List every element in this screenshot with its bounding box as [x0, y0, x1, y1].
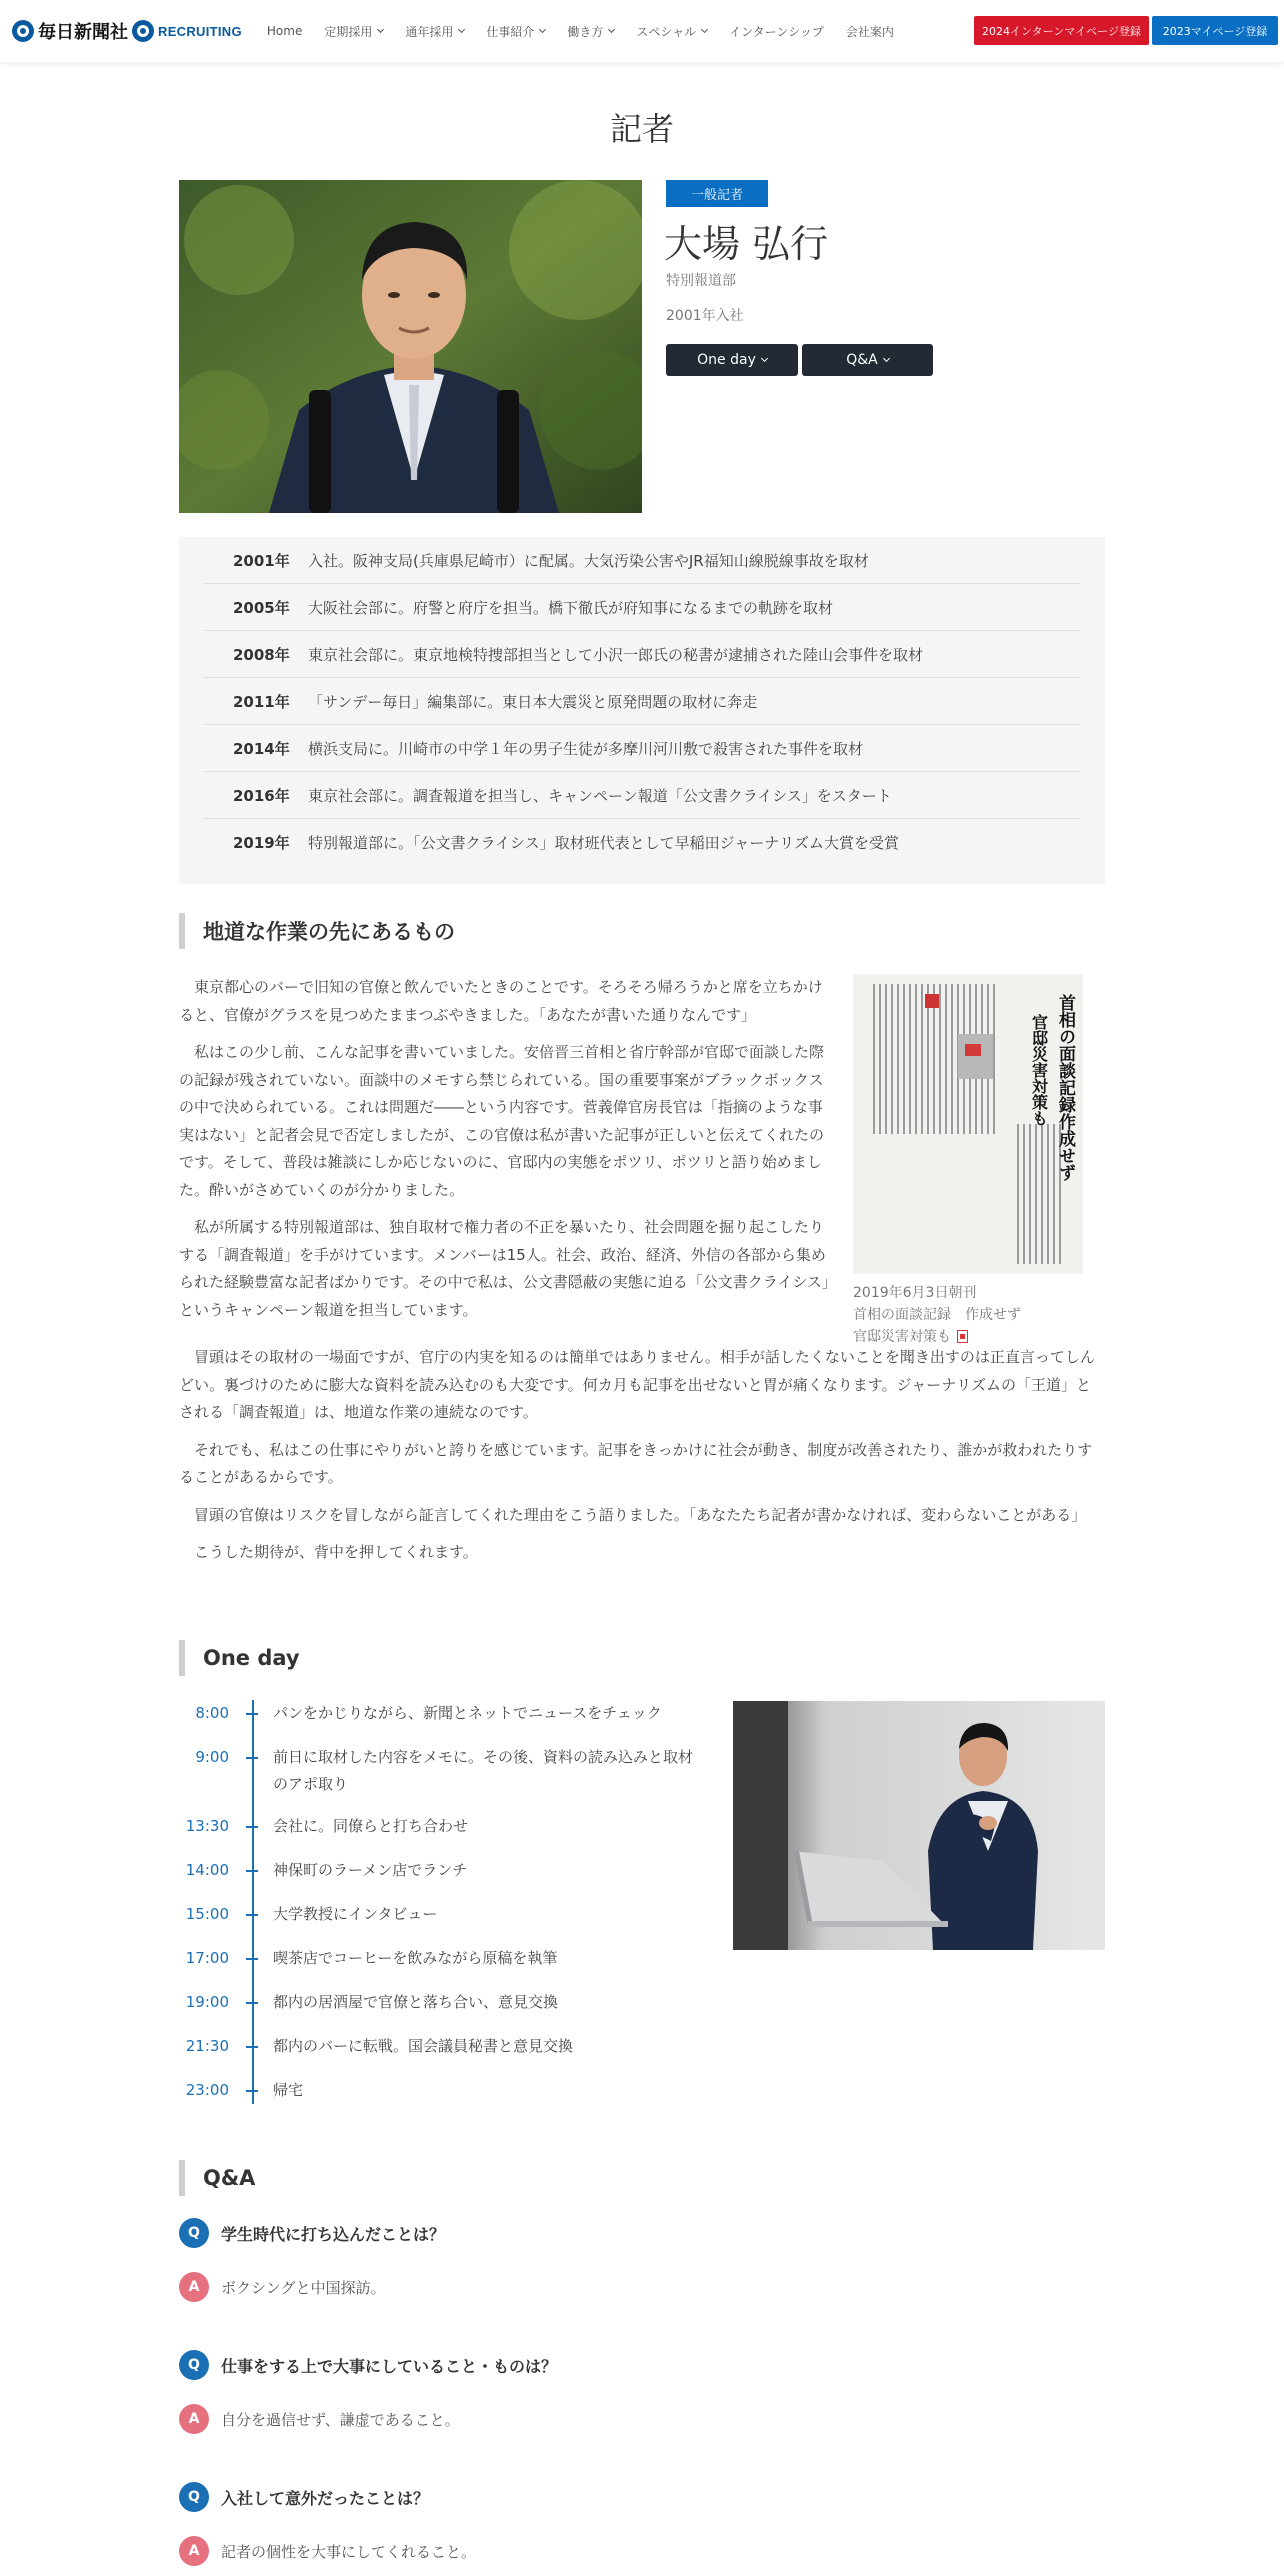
- timeline-tick: [246, 1914, 258, 1916]
- logo-eye-icon: [132, 20, 154, 42]
- schedule-item: [179, 1989, 699, 2016]
- article-paragraph: 冒頭はその取材の一場面ですが、官庁の内実を知るのは簡単ではありません。相手が話したくないことを聞き出すのは正直言ってしんどい。裏づけのために膨大な資料を読み込むのも大変です。何カ月も記事を出せないと胃が痛くなります。ジャーナリズムの「王道」とされる「調査報道」は、地道な作業の連続なのです。: [179, 1348, 1095, 1421]
- nav-label: 仕事紹介: [486, 24, 535, 39]
- career-year: 2014年: [233, 739, 290, 758]
- button-label: Q&A: [846, 352, 878, 368]
- timeline-tick: [246, 2046, 258, 2048]
- timeline-tick: [246, 1826, 258, 1828]
- chevron-down-icon: [701, 26, 708, 33]
- timeline-tick: [246, 1958, 258, 1960]
- career-row: [203, 584, 1081, 631]
- schedule-text: 喫茶店でコーヒーを飲みながら原稿を執筆: [273, 1949, 558, 1967]
- mypage-register-button[interactable]: 2023マイページ登録: [1152, 16, 1278, 45]
- question-text: 入社して意外だったことは？: [221, 2488, 430, 2508]
- career-row: [203, 631, 1081, 678]
- intern-mypage-button[interactable]: 2024インターンマイページ登録: [974, 16, 1149, 45]
- person-name: 大場 弘行: [664, 222, 829, 266]
- career-text: 横浜支局に。川崎市の中学１年の男子生徒が多摩川河川敷で殺害された事件を取材: [308, 739, 864, 758]
- nav-label: 定期採用: [324, 24, 373, 39]
- schedule-item: [179, 1700, 699, 1727]
- answer-row: [179, 2272, 1105, 2302]
- schedule-text: 大学教授にインタビュー: [273, 1905, 438, 1923]
- caption-line-text: 官邸災害対策も: [853, 1329, 951, 1345]
- schedule-time: 13:30: [185, 1817, 229, 1835]
- article-paragraph: 私が所属する特別報道部は、独自取材で権力者の不正を暴いたり、社会問題を掘り起こしたりする「調査報道」を手がけています。メンバーは15人。社会、政治、経済、外信の各部から集められた経験豊富な記者ばかりです。その中で私は、公文書隠蔽の実態に迫る「公文書クライシス」というキャンペーン報道を担当しています。: [179, 1218, 830, 1319]
- question-icon: Q: [179, 2350, 209, 2380]
- career-year: 2019年: [233, 834, 290, 852]
- department: 特別報道部: [666, 273, 736, 289]
- chevron-down-icon: [883, 355, 890, 362]
- answer-icon: A: [179, 2404, 209, 2434]
- logo-name: 毎日新聞社: [38, 22, 128, 43]
- schedule-text: 帰宅: [273, 2081, 304, 2099]
- answer-icon: A: [179, 2536, 209, 2566]
- schedule-text: 都内のバーに転戦。国会議員秘書と意見交換: [273, 2037, 574, 2055]
- qa-item: [179, 2218, 1105, 2302]
- chevron-down-icon: [539, 26, 546, 33]
- career-timeline: [179, 537, 1105, 884]
- schedule-item: [179, 1744, 699, 1798]
- schedule-time: 23:00: [185, 2081, 229, 2099]
- schedule-text: 都内の居酒屋で官僚と落ち合い、意見交換: [273, 1993, 559, 2011]
- article-paragraph: 東京都心のバーで旧知の官僚と飲んでいたときのことです。そろそろ帰ろうかと席を立ちかけると、官僚がグラスを見つめたままつぶやきました。「あなたが書いた通りなんです」: [179, 978, 823, 1024]
- nav-home[interactable]: [267, 24, 302, 38]
- nav-label: 会社案内: [845, 24, 894, 39]
- career-year: 2016年: [233, 786, 290, 805]
- caption-line: 2019年6月3日朝刊: [853, 1285, 977, 1301]
- schedule-text: 神保町のラーメン店でランチ: [273, 1861, 468, 1879]
- nav-company[interactable]: [846, 23, 894, 40]
- article-paragraph: こうした期待が、背中を押してくれます。: [194, 1543, 478, 1561]
- answer-text: 自分を過信せず、謙虚であること。: [221, 2410, 460, 2429]
- caption-line: 首相の面談記録 作成せず: [853, 1307, 1021, 1323]
- site-logo[interactable]: [12, 0, 242, 62]
- timeline-tick: [246, 2002, 258, 2004]
- article-paragraph: それでも、私はこの仕事にやりがいと誇りを感じています。記事をきっかけに社会が動き、制度が改善されたり、誰かが救われたりすることがあるからです。: [179, 1440, 1093, 1486]
- career-row: [203, 678, 1081, 725]
- join-year: 2001年入社: [666, 308, 744, 324]
- article-body-wide: [179, 1344, 1105, 1577]
- qa-item: [179, 2350, 1105, 2434]
- main-nav: [267, 0, 916, 62]
- schedule-item: [179, 1813, 699, 1840]
- chevron-down-icon: [458, 26, 465, 33]
- nav-label: 通年採用: [405, 24, 454, 39]
- newspaper-clipping-graphic: [853, 974, 1083, 1274]
- schedule-time: 15:00: [185, 1905, 229, 1923]
- button-label: One day: [697, 352, 756, 368]
- nav-internship[interactable]: [729, 23, 824, 40]
- profile-photo: [179, 180, 642, 513]
- site-header: [0, 0, 1284, 62]
- schedule-text: 前日に取材した内容をメモに。その後、資料の読み込みと取材のアポ取り: [273, 1748, 694, 1793]
- answer-text: ボクシングと中国探訪。: [221, 2278, 386, 2297]
- nav-label: 働き方: [567, 24, 604, 39]
- question-row: [179, 2218, 1105, 2248]
- schedule-time: 14:00: [185, 1861, 229, 1879]
- article-heading: 地道な作業の先にあるもの: [179, 913, 455, 949]
- schedule-time: 8:00: [195, 1704, 229, 1722]
- article-paragraph: 冒頭の官僚はリスクを冒しながら証言してくれた理由をこう語りました。「あなたたち記者が書かなければ、変わらないことがある」: [194, 1505, 1087, 1524]
- logo-eye-icon: [12, 20, 34, 42]
- schedule-time: 9:00: [195, 1748, 229, 1766]
- career-row: [203, 725, 1081, 772]
- nav-jobs[interactable]: [486, 23, 545, 40]
- page-title: 記者: [609, 110, 674, 148]
- nav-regular-hiring[interactable]: [324, 23, 383, 40]
- chevron-down-icon: [761, 355, 768, 362]
- schedule-item: [179, 1857, 699, 1884]
- timeline-tick: [246, 1713, 258, 1715]
- qa-heading: Q&A: [179, 2160, 255, 2196]
- career-text: 入社。阪神支局(兵庫県尼崎市）に配属。大気汚染公害やJR福知山線脱線事故を取材: [308, 551, 869, 570]
- newspaper-subheadline: 官邸災害対策も: [1029, 1014, 1049, 1126]
- question-row: [179, 2350, 1105, 2380]
- nav-workstyle[interactable]: [567, 23, 614, 40]
- nav-year-round-hiring[interactable]: [405, 23, 464, 40]
- schedule-time: 17:00: [185, 1949, 229, 1967]
- career-year: 2008年: [233, 645, 290, 664]
- career-text: 大阪社会部に。府警と府庁を担当。橋下徹氏が府知事になるまでの軌跡を取材: [308, 598, 834, 617]
- qa-anchor-button[interactable]: [802, 344, 933, 376]
- career-row: [203, 819, 1081, 866]
- career-year: 2001年: [233, 551, 290, 570]
- oneday-anchor-button[interactable]: [666, 344, 798, 376]
- answer-row: [179, 2404, 1105, 2434]
- timeline-tick: [246, 2090, 258, 2092]
- nav-label: インターンシップ: [729, 24, 824, 39]
- question-row: [179, 2482, 1105, 2512]
- answer-text: 記者の個性を大事にしてくれること。: [221, 2542, 477, 2561]
- article-paragraph: 私はこの少し前、こんな記事を書いていました。安倍晋三首相と省庁幹部が官邸で面談した際の記録が残されていない。面談中のメモすら禁じられている。国の重要事案がブラックボックスの中で決められている。これは問題だ――という内容です。菅義偉官房長官は「指摘のような事実はない」と記者会見で否定しましたが、この官僚は私が書いた記事が正しいと伝えてくれたのです。そして、普段は雑談にしか応じないのに、官邸内の実態をポツリ、ポツリと語り始めました。酔いがさめていくのが分かりました。: [179, 1043, 825, 1199]
- question-text: 仕事をする上で大事にしていること・ものは？: [221, 2356, 558, 2376]
- career-row: [203, 772, 1081, 819]
- answer-row: [179, 2536, 1105, 2566]
- schedule-time: 21:30: [185, 2037, 229, 2055]
- role-badge: 一般記者: [666, 180, 768, 207]
- career-text: 東京社会部に。東京地検特捜部担当として小沢一郎氏の秘書が逮捕された陸山会事件を取材: [308, 645, 924, 664]
- working-photo-image: [733, 1701, 1105, 1950]
- schedule-item: [179, 1945, 699, 1972]
- oneday-heading: One day: [179, 1640, 300, 1676]
- qa-item: [179, 2482, 1105, 2566]
- logo-recruiting: RECRUITING: [158, 23, 242, 39]
- schedule-time: 19:00: [185, 1993, 229, 2011]
- timeline-tick: [246, 1870, 258, 1872]
- working-photo: [733, 1701, 1105, 1950]
- career-year: 2005年: [233, 598, 290, 617]
- career-row: [203, 537, 1081, 584]
- question-text: 学生時代に打ち込んだことは？: [221, 2224, 446, 2244]
- profile-photo-image: [179, 180, 642, 513]
- career-text: 特別報道部に。「公文書クライシス」取材班代表として早稲田ジャーナリズム大賞を受賞: [308, 834, 900, 852]
- question-icon: Q: [179, 2482, 209, 2512]
- newspaper-caption: [853, 1282, 1103, 1348]
- schedule-item: [179, 2077, 699, 2104]
- chevron-down-icon: [608, 26, 615, 33]
- answer-icon: A: [179, 2272, 209, 2302]
- career-text: 東京社会部に。調査報道を担当し、キャンペーン報道「公文書クライシス」をスタート: [308, 786, 892, 805]
- pdf-icon[interactable]: [957, 1330, 968, 1343]
- career-year: 2011年: [233, 692, 290, 711]
- nav-special[interactable]: [636, 23, 707, 40]
- newspaper-headline: 首相の面談記録作成せず: [1055, 994, 1075, 1181]
- timeline-tick: [246, 1757, 258, 1759]
- nav-label: スペシャル: [636, 24, 697, 39]
- question-icon: Q: [179, 2218, 209, 2248]
- schedule-text: 会社に。同僚らと打ち合わせ: [273, 1817, 469, 1835]
- schedule-text: パンをかじりながら、新聞とネットでニュースをチェック: [273, 1704, 662, 1722]
- newspaper-clipping-image[interactable]: [853, 974, 1083, 1274]
- article-body: [179, 974, 835, 1334]
- chevron-down-icon: [377, 26, 384, 33]
- schedule-item: [179, 1901, 699, 1928]
- schedule-item: [179, 2033, 699, 2060]
- nav-label: Home: [266, 24, 303, 38]
- career-text: 「サンデー毎日」編集部に。東日本大震災と原発問題の取材に奔走: [308, 692, 758, 711]
